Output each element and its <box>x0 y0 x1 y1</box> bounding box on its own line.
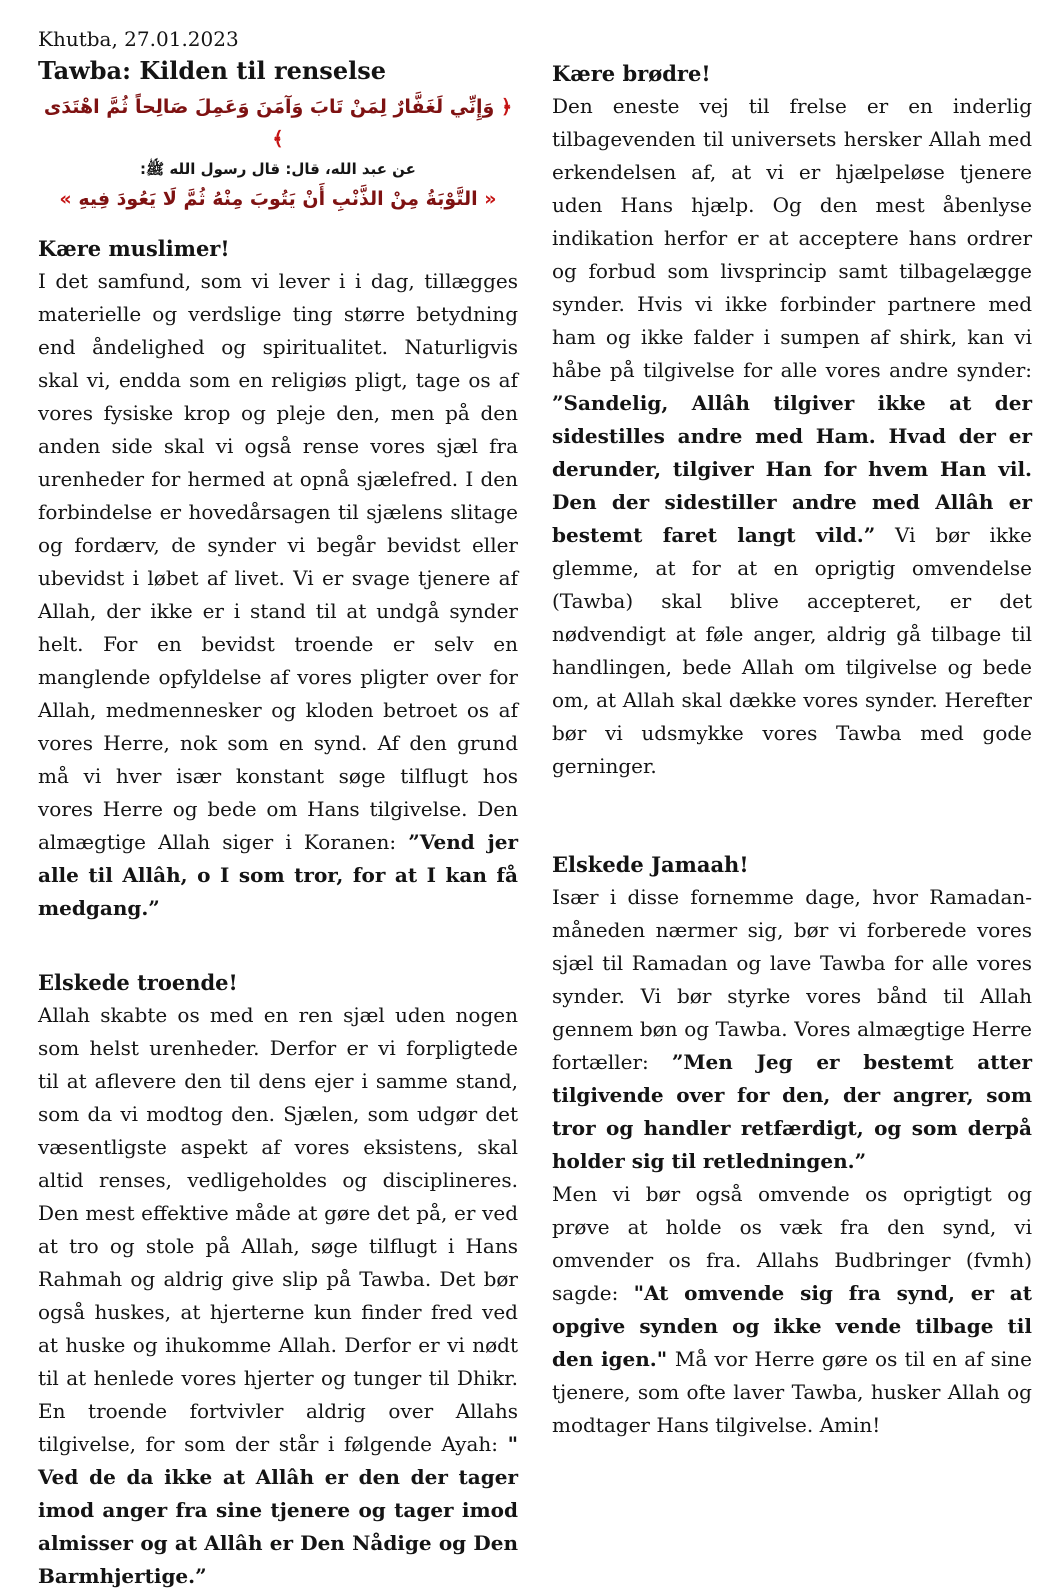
paragraph <box>38 999 518 1593</box>
hadith-text: التَّوْبَةُ مِنْ الذَّنْبِ أَنْ يَتُوبَ مِنْهُ ثُمَّ لَا يَعُودَ فِيهِ <box>78 188 478 210</box>
section-elskede-troende <box>38 967 518 1593</box>
narration-line: عن عبد الله، قال: قال رسول الله ﷺ: <box>140 160 416 178</box>
ornate-bracket-open: ﴿ <box>501 96 513 118</box>
section-heading: Elskede Jamaah! <box>552 852 749 877</box>
section-heading: Kære brødre! <box>552 61 711 86</box>
paragraph <box>552 90 1032 783</box>
quran-verse-arabic <box>38 91 518 155</box>
section-heading: Elskede troende! <box>38 970 238 995</box>
right-column <box>552 24 1032 1593</box>
ornate-bracket-close: ﴾ <box>272 128 284 150</box>
section-heading: Kære muslimer! <box>38 236 230 261</box>
body-text: Men vi bør også omvende os oprigtigt og prøve at holde os væk fra den synd, vi omvender os fra. Allahs Budbringer (fvmh) sagde: <box>552 1182 1032 1305</box>
quote-bold-text: ”Sandelig, Allâh tilgiver ikke at der sidestilles andre med Ham. Hvad der er derunder, tilgiver Han for hvem Han vil. Den der sidestiller andre med Allâh er bestemt faret langt vild.” <box>552 391 1032 547</box>
body-text: Den eneste vej til frelse er en inderlig tilbagevenden til universets hersker Allah med erkendelsen af, at vi er hjælpeløse tjenere uden Hans hjælp. Og den mest åbenlyse indikation herfor er at acceptere hans ordrer og forbud som livsprincip samt tilbagelægge synder. Hvis vi ikke forbinder partnere med ham og ikke falder i sumpen af shirk, kan vi håbe på tilgivelse for alle vores andre synder: <box>552 94 1032 382</box>
body-text: Især i disse fornemme dage, hvor Ramadan-måneden nærmer sig, bør vi forberede vores sjæl til Ramadan og lave Tawba for alle vores synder. Vi bør styrke vores bånd til Allah gennem bøn og Tawba. Vores almægtige Herre fortæller: <box>552 885 1032 1074</box>
quote-bold-text: " Ved de da ikke at Allâh er den der tager imod anger fra sine tjenere og tager imod almisser og at Allâh er Den Nådige og Den Barmhjertige.” <box>38 1432 518 1588</box>
page-title: Tawba: Kilden til renselse <box>38 56 386 85</box>
quote-bold-text: ”Men Jeg er bestemt atter tilgivende over for den, der angrer, som tror og handler retfærdigt, og som derpå holder sig til retledningen.” <box>552 1050 1032 1173</box>
guillemet-close: » <box>59 188 72 210</box>
quote-bold-text: ”Vend jer alle til Allâh, o I som tror, for at I kan få medgang.” <box>38 830 518 920</box>
section-kaere-broedre <box>552 58 1032 783</box>
left-column <box>38 24 518 1593</box>
paragraph <box>38 265 518 925</box>
body-text: Må vor Herre gøre os til en af sine tjenere, som ofte laver Tawba, husker Allah og modtager Hans tilgivelse. Amin! <box>552 1347 1032 1437</box>
section-kaere-muslimer <box>38 233 518 925</box>
hadith-line <box>38 183 518 215</box>
section-elskede-jamaah <box>552 849 1032 1442</box>
quran-verse-text: وَإِنِّي لَغَفَّارٌ لِمَنْ تَابَ وَآمَنَ وَعَمِلَ صَالِحاً ثُمَّ اهْتَدَى <box>43 96 495 118</box>
arabic-header-block <box>38 91 518 215</box>
body-text: Allah skabte os med en ren sjæl uden nogen som helst urenheder. Derfor er vi forpligtede til at aflevere den til dens ejer i samme stand, som da vi modtog den. Sjælen, som udgør det væsentligste aspekt af vores eksistens, skal altid renses, vedligeholdes og disciplineres. Den mest effektive måde at gøre det på, er ved at tro og stole på Allah, søge tilflugt i Hans Rahmah og aldrig give slip på Tawba. Det bør også huskes, at hjerterne kun finder fred ved at huske og ihukomme Allah. Derfor er vi nødt til at henlede vores hjerter og tunger til Dhikr. En troende fortvivler aldrig over Allahs tilgivelse, for som der står i følgende Ayah: <box>38 1003 518 1456</box>
body-text: I det samfund, som vi lever i i dag, tillægges materielle og verdslige ting større betydning end åndelighed og spiritualitet. Naturligvis skal vi, endda som en religiøs pligt, tage os af vores fysiske krop og pleje den, men på den anden side skal vi også rense vores sjæl fra urenheder for hermed at opnå sjælefred. I den forbindelse er hovedårsagen til sjælens slitage og fordærv, de synder vi begår bevidst eller ubevidst i løbet af livet. Vi er svage tjenere af Allah, der ikke er i stand til at undgå synder helt. For en bevidst troende er selv en manglende opfyldelse af vores pligter over for Allah, medmennesker og kloden betroet os af vores Herre, nok som en synd. Af den grund må vi hver især konstant søge tilflugt hos vores Herre og bede om Hans tilgivelse. Den almægtige Allah siger i Koranen: <box>38 269 518 854</box>
guillemet-open: « <box>484 188 497 210</box>
quote-bold-text: "At omvende sig fra synd, er at opgive synden og ikke vende tilbage til den igen." <box>552 1281 1032 1371</box>
paragraph <box>552 881 1032 1178</box>
paragraph <box>552 1178 1032 1442</box>
date-line: Khutba, 27.01.2023 <box>38 27 239 51</box>
body-text: Vi bør ikke glemme, at for at en oprigtig omvendelse (Tawba) skal blive accepteret, er det nødvendigt at føle anger, aldrig gå tilbage til handlingen, bede Allah om tilgivelse og bede om, at Allah skal dække vores synder. Herefter bør vi udsmykke vores Tawba med gode gerninger. <box>552 523 1032 778</box>
